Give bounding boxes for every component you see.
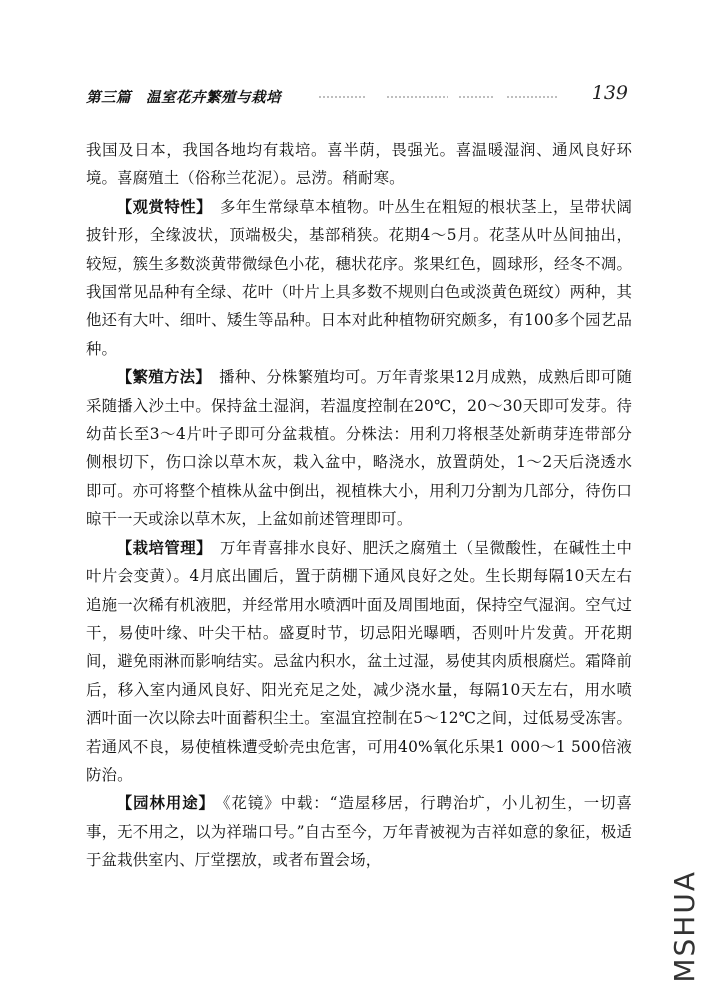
watermark: MSHUA [668,870,701,983]
intro-paragraph: 我国及日本，我国各地均有栽培。喜半荫，畏强光。喜温暖湿润、通风良好环境。喜腐殖土（俗称兰花泥）。忌涝。稍耐寒。 [86,141,632,188]
landscape-section-text: 《花镜》中载：“造屋移居，行聘治圹，小儿初生，一切喜事，无不用之，以为祥瑞口号。”自古至今，万年青被视为吉祥如意的象征，极适于盆栽供室内、厅堂摆放，或者布置会场， [86,794,632,870]
page-body [86,136,632,875]
propagation-section [86,363,632,533]
header-scan-noise [318,95,366,99]
page-number: 139 [591,82,628,104]
ornamental-section-text: 多年生常绿草本植物。叶丛生在粗短的根状茎上，呈带状阔披针形，全缘波状，顶端极尖，基部稍狭。花期4～5月。花茎从叶丛间抽出，较短，簇生多数淡黄带微绿色小花，穗状花序。浆果红色，圆球形，经冬不凋。我国常见品种有全绿、花叶（叶片上具多数不规则白色或淡黄色斑纹）两种，其他还有大叶、细叶、矮生等品种。日本对此种植物研究颇多，有100多个园艺品种。 [86,197,633,358]
page-header [86,84,628,110]
cultivation-section [86,534,632,790]
cultivation-section-text: 万年青喜排水良好、肥沃之腐殖土（呈微酸性，在碱性土中叶片会变黄）。4月底出圃后，置于荫棚下通风良好之处。生长期每隔10天左右追施一次稀有机液肥，并经常用水喷洒叶面及周围地面，保持空气湿润。空气过干，易使叶缘、叶尖干枯。盛夏时节，切忌阳光曝晒，否则叶片发黄。开花期间，避免雨淋而影响结实。忌盆内积水，盆土过湿，易使其肉质根腐烂。霜降前后，移入室内通风良好、阳光充足之处，减少浇水量，每隔10天左右，用水喷洒叶面一次以除去叶面蓄积尘土。室温宜控制在5～12℃之间，过低易受冻害。若通风不良，易使植株遭受蚧壳虫危害，可用40%氧化乐果1 000～1 500倍液防治。 [86,538,633,784]
chapter-title: 第三篇 温室花卉繁殖与栽培 [86,90,281,106]
propagation-section-text: 播种、分株繁殖均可。万年青浆果12月成熟，成熟后即可随采随播入沙土中。保持盆土湿润，若温度控制在20℃，20～30天即可发芽。待幼苗长至3～4片叶子即可分盆栽植。分株法：用利刀将根茎处新萌芽连带部分侧根切下，伤口涂以草木灰，栽入盆中，略浇水，放置荫处，1～2天后浇透水即可。亦可将整个植株从盆中倒出，视植株大小，用利刀分割为几部分，待伤口晾干一天或涂以草木灰，上盆如前述管理即可。 [86,368,632,529]
header-scan-noise [458,95,494,99]
header-scan-noise [506,95,558,99]
landscape-section-label: 【园林用途】 [116,794,215,813]
cultivation-section-label: 【栽培管理】 [116,538,212,557]
ornamental-section-label: 【观赏特性】 [116,197,212,216]
landscape-section [86,789,632,874]
header-scan-noise [386,95,448,99]
ornamental-section [86,193,632,363]
propagation-section-label: 【繁殖方法】 [116,368,212,387]
